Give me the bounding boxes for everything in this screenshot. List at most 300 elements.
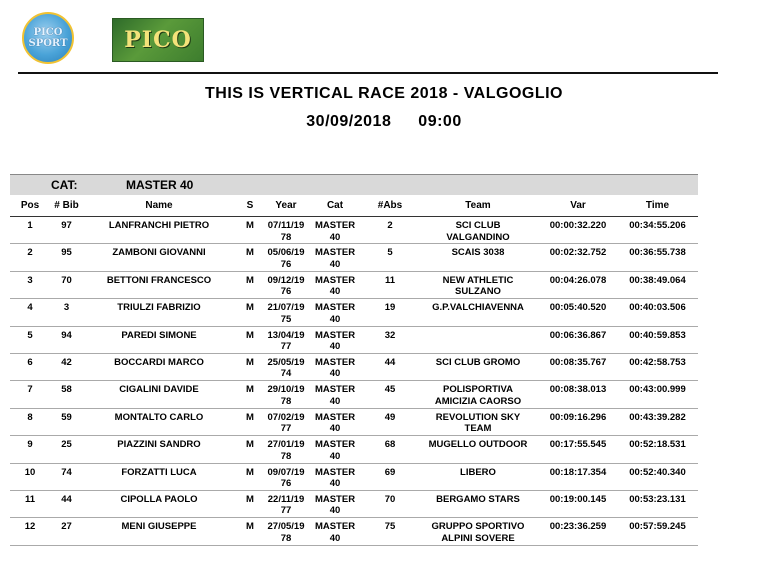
team-cell-line: MUGELLO OUTDOOR — [428, 439, 528, 451]
pos-cell — [10, 353, 50, 380]
name-cell-line: CIPOLLA PAOLO — [120, 493, 198, 505]
cat-cell-line: MASTER — [314, 220, 356, 231]
category-bar — [10, 174, 698, 195]
cat-cell — [307, 271, 363, 298]
year-cell-line: 27/01/19 — [267, 439, 305, 451]
bib-cell-line: 25 — [61, 439, 72, 451]
name-cell — [83, 217, 235, 244]
name-cell-line: ZAMBONI GIOVANNI — [112, 247, 206, 259]
pos-cell — [10, 518, 50, 545]
bib-cell-line: 97 — [61, 220, 72, 231]
year-cell — [265, 353, 307, 380]
pos-cell — [10, 244, 50, 271]
sex-cell — [235, 326, 265, 353]
team-cell-line: GRUPPO SPORTIVO — [431, 521, 525, 533]
name-cell-line: BOCCARDI MARCO — [114, 356, 204, 368]
category-label: CAT: — [51, 178, 78, 192]
var-cell — [539, 490, 617, 517]
table-row — [10, 436, 698, 463]
name-cell — [83, 271, 235, 298]
cat-cell — [307, 518, 363, 545]
logo-text-line1: PICO — [33, 27, 63, 38]
var-cell — [539, 353, 617, 380]
race-date: 30/09/2018 — [306, 113, 392, 130]
bib-cell — [50, 244, 83, 271]
year-cell-line: 07/11/19 — [267, 220, 305, 231]
time-cell-line: 00:57:59.245 — [629, 521, 686, 533]
cat-cell — [307, 244, 363, 271]
abs-cell — [363, 271, 417, 298]
bib-cell-line: 74 — [61, 466, 72, 478]
time-cell-line: 00:52:18.531 — [629, 439, 686, 451]
cat-cell-line: 40 — [329, 423, 341, 435]
pos-cell — [10, 436, 50, 463]
name-cell — [83, 463, 235, 490]
time-cell — [617, 299, 698, 326]
sex-cell-line: M — [246, 439, 254, 451]
sex-cell-line: M — [246, 274, 254, 286]
var-cell — [539, 381, 617, 408]
bib-cell — [50, 436, 83, 463]
cat-cell-line: 40 — [329, 368, 341, 380]
time-cell — [617, 490, 698, 517]
cat-cell-line: 40 — [329, 231, 341, 243]
team-cell-line: AMICIZIA CAORSO — [434, 395, 522, 407]
bib-cell-line: 95 — [61, 247, 72, 259]
sex-cell-line: M — [246, 384, 254, 396]
abs-cell — [363, 490, 417, 517]
name-cell-line: MONTALTO CARLO — [114, 411, 204, 423]
abs-cell-line: 45 — [384, 384, 396, 396]
bib-cell — [50, 408, 83, 435]
team-cell-line: SCI CLUB GROMO — [435, 356, 521, 368]
year-cell — [265, 408, 307, 435]
cat-cell-line: MASTER — [314, 439, 356, 451]
table-row — [10, 353, 698, 380]
var-cell-line: 00:04:26.078 — [549, 274, 607, 286]
year-cell-line: 76 — [280, 286, 292, 298]
bib-cell-line: 70 — [61, 274, 72, 286]
var-cell-line: 00:08:38.013 — [549, 384, 607, 396]
bib-cell-line: 44 — [61, 493, 72, 505]
team-cell — [417, 244, 539, 271]
year-cell-line: 07/02/19 — [267, 411, 305, 423]
time-cell — [617, 408, 698, 435]
abs-cell-line: 70 — [384, 493, 396, 505]
bib-cell-line: 94 — [61, 329, 72, 341]
team-cell — [417, 490, 539, 517]
abs-cell-line: 44 — [384, 356, 396, 368]
pos-cell — [10, 271, 50, 298]
cat-cell-line: MASTER — [314, 411, 356, 423]
team-cell — [417, 518, 539, 545]
name-cell-line: PAREDI SIMONE — [121, 329, 197, 341]
year-cell-line: 77 — [280, 341, 292, 353]
column-header: Name — [83, 195, 235, 217]
team-cell — [417, 408, 539, 435]
var-cell — [539, 518, 617, 545]
time-cell — [617, 217, 698, 244]
pos-cell-line: 4 — [27, 302, 33, 314]
team-cell-line: SCI CLUB — [455, 220, 501, 231]
pos-cell-line: 1 — [27, 220, 33, 231]
pos-cell-line: 7 — [27, 384, 33, 396]
sex-cell — [235, 463, 265, 490]
sex-cell-line: M — [246, 302, 254, 314]
race-datetime — [0, 113, 768, 131]
column-header: #Abs — [363, 195, 417, 217]
team-cell-line: LIBERO — [460, 466, 496, 478]
pos-cell-line: 9 — [27, 439, 33, 451]
year-cell-line: 78 — [280, 231, 292, 243]
time-cell-line: 00:42:58.753 — [629, 356, 686, 368]
time-cell-line: 00:40:59.853 — [629, 329, 686, 341]
name-cell — [83, 381, 235, 408]
sex-cell — [235, 217, 265, 244]
bib-cell — [50, 271, 83, 298]
team-cell — [417, 299, 539, 326]
column-header: Time — [617, 195, 698, 217]
table-row — [10, 463, 698, 490]
cat-cell-line: 40 — [329, 286, 341, 298]
var-cell — [539, 408, 617, 435]
cat-cell-line: MASTER — [314, 247, 356, 259]
abs-cell-line: 32 — [384, 329, 396, 341]
abs-cell-line: 75 — [384, 521, 396, 533]
column-header: Team — [417, 195, 539, 217]
name-cell — [83, 518, 235, 545]
cat-cell-line: MASTER — [314, 493, 356, 505]
year-cell — [265, 490, 307, 517]
team-cell — [417, 463, 539, 490]
year-cell-line: 78 — [280, 450, 292, 462]
sex-cell — [235, 408, 265, 435]
time-cell — [617, 518, 698, 545]
team-cell-line: G.P.VALCHIAVENNA — [432, 302, 524, 314]
team-cell — [417, 353, 539, 380]
abs-cell — [363, 353, 417, 380]
abs-cell — [363, 244, 417, 271]
pos-cell-line: 10 — [24, 466, 36, 478]
results-table — [10, 195, 698, 546]
table-row — [10, 244, 698, 271]
year-cell-line: 27/05/19 — [267, 521, 305, 533]
table-row — [10, 299, 698, 326]
name-cell — [83, 326, 235, 353]
abs-cell — [363, 436, 417, 463]
bib-cell — [50, 217, 83, 244]
time-cell-line: 00:53:23.131 — [629, 493, 686, 505]
column-header: Pos — [10, 195, 50, 217]
year-cell — [265, 299, 307, 326]
time-cell-line: 00:34:55.206 — [629, 220, 686, 231]
column-header: Year — [265, 195, 307, 217]
table-header-row — [10, 195, 698, 217]
time-cell — [617, 244, 698, 271]
abs-cell-line: 11 — [384, 274, 396, 286]
team-cell-line: BERGAMO STARS — [436, 493, 520, 505]
pos-cell-line: 3 — [27, 274, 33, 286]
bib-cell-line: 27 — [61, 521, 72, 533]
var-cell-line: 00:08:35.767 — [549, 356, 607, 368]
name-cell-line: MENI GIUSEPPE — [121, 521, 197, 533]
year-cell-line: 13/04/19 — [267, 329, 305, 341]
bib-cell — [50, 381, 83, 408]
pos-cell-line: 12 — [24, 521, 36, 533]
sex-cell-line: M — [246, 466, 254, 478]
year-cell-line: 77 — [280, 423, 292, 435]
cat-cell-line: MASTER — [314, 466, 356, 478]
sex-cell-line: M — [246, 356, 254, 368]
time-cell — [617, 353, 698, 380]
abs-cell — [363, 518, 417, 545]
year-cell — [265, 217, 307, 244]
race-time: 09:00 — [418, 113, 462, 130]
cat-cell-line: MASTER — [314, 329, 356, 341]
column-header: Var — [539, 195, 617, 217]
time-cell — [617, 436, 698, 463]
var-cell — [539, 463, 617, 490]
var-cell — [539, 244, 617, 271]
table-row — [10, 326, 698, 353]
cat-cell — [307, 408, 363, 435]
team-cell — [417, 217, 539, 244]
var-cell — [539, 326, 617, 353]
abs-cell-line: 2 — [387, 220, 393, 231]
cat-cell-line: MASTER — [314, 384, 356, 396]
cat-cell — [307, 299, 363, 326]
year-cell-line: 22/11/19 — [267, 493, 305, 505]
sex-cell — [235, 381, 265, 408]
pos-cell-line: 2 — [27, 247, 33, 259]
year-cell-line: 25/05/19 — [267, 356, 305, 368]
year-cell-line: 29/10/19 — [267, 384, 305, 396]
time-cell-line: 00:40:03.506 — [629, 302, 686, 314]
abs-cell-line: 19 — [384, 302, 396, 314]
time-cell — [617, 326, 698, 353]
year-cell-line: 74 — [280, 368, 292, 380]
year-cell-line: 05/06/19 — [267, 247, 305, 259]
pos-cell — [10, 326, 50, 353]
name-cell — [83, 490, 235, 517]
cat-cell-line: 40 — [329, 395, 341, 407]
header-divider — [18, 72, 718, 74]
cat-cell-line: 40 — [329, 341, 341, 353]
var-cell-line: 00:09:16.296 — [549, 411, 607, 423]
team-cell — [417, 381, 539, 408]
bib-cell — [50, 490, 83, 517]
name-cell — [83, 244, 235, 271]
cat-cell — [307, 490, 363, 517]
team-cell — [417, 436, 539, 463]
year-cell-line: 77 — [280, 505, 292, 517]
time-cell-line: 00:38:49.064 — [629, 274, 686, 286]
logo-text: PICO — [124, 27, 192, 53]
bib-cell — [50, 353, 83, 380]
team-cell — [417, 326, 539, 353]
pos-cell-line: 8 — [27, 411, 33, 423]
time-cell-line: 00:43:00.999 — [629, 384, 686, 396]
year-cell — [265, 518, 307, 545]
sex-cell — [235, 299, 265, 326]
cat-cell — [307, 436, 363, 463]
bib-cell — [50, 463, 83, 490]
cat-cell-line: MASTER — [314, 356, 356, 368]
team-cell-line: REVOLUTION SKY — [435, 411, 521, 423]
table-row — [10, 490, 698, 517]
page-title: THIS IS VERTICAL RACE 2018 - VALGOGLIO — [204, 85, 563, 102]
time-cell-line: 00:43:39.282 — [629, 411, 686, 423]
bib-cell — [50, 299, 83, 326]
cat-cell — [307, 381, 363, 408]
name-cell-line: CIGALINI DAVIDE — [119, 384, 199, 396]
year-cell — [265, 436, 307, 463]
pos-cell — [10, 217, 50, 244]
bib-cell — [50, 326, 83, 353]
sex-cell-line: M — [246, 220, 254, 231]
cat-cell-line: 40 — [329, 505, 341, 517]
var-cell — [539, 299, 617, 326]
bib-cell-line: 58 — [61, 384, 72, 396]
cat-cell-line: MASTER — [314, 302, 356, 314]
sex-cell-line: M — [246, 329, 254, 341]
year-cell — [265, 271, 307, 298]
bib-cell-line: 42 — [61, 356, 72, 368]
pos-cell-line: 11 — [24, 493, 36, 505]
table-row — [10, 271, 698, 298]
year-cell-line: 21/07/19 — [267, 302, 305, 314]
year-cell — [265, 244, 307, 271]
table-row — [10, 518, 698, 545]
year-cell-line: 75 — [280, 313, 292, 325]
cat-cell-line: 40 — [329, 258, 341, 270]
name-cell — [83, 408, 235, 435]
sex-cell-line: M — [246, 521, 254, 533]
var-cell-line: 00:18:17.354 — [549, 466, 607, 478]
var-cell-line: 00:02:32.752 — [549, 247, 607, 259]
cat-cell — [307, 326, 363, 353]
sex-cell — [235, 436, 265, 463]
name-cell — [83, 353, 235, 380]
team-cell-line: ALPINI SOVERE — [441, 532, 515, 544]
cat-cell — [307, 463, 363, 490]
name-cell — [83, 299, 235, 326]
sex-cell — [235, 271, 265, 298]
cat-cell-line: 40 — [329, 450, 341, 462]
sex-cell-line: M — [246, 247, 254, 259]
name-cell — [83, 436, 235, 463]
sex-cell-line: M — [246, 411, 254, 423]
name-cell-line: BETTONI FRANCESCO — [106, 274, 212, 286]
team-cell-line: NEW ATHLETIC — [442, 274, 514, 286]
year-cell-line: 78 — [280, 532, 292, 544]
table-row — [10, 381, 698, 408]
var-cell-line: 00:00:32.220 — [549, 220, 607, 231]
year-cell — [265, 326, 307, 353]
year-cell-line: 09/12/19 — [267, 274, 305, 286]
pos-cell — [10, 381, 50, 408]
var-cell — [539, 436, 617, 463]
abs-cell-line: 49 — [384, 411, 396, 423]
abs-cell — [363, 408, 417, 435]
year-cell-line: 76 — [280, 258, 292, 270]
abs-cell — [363, 326, 417, 353]
var-cell-line: 00:17:55.545 — [549, 439, 607, 451]
pico-sport-logo — [22, 12, 74, 64]
var-cell-line: 00:23:36.259 — [549, 521, 607, 533]
year-cell-line: 76 — [280, 478, 292, 490]
team-cell — [417, 271, 539, 298]
bib-cell-line: 59 — [61, 411, 72, 423]
abs-cell-line: 68 — [384, 439, 396, 451]
time-cell — [617, 463, 698, 490]
category-value: MASTER 40 — [126, 178, 194, 192]
bib-cell-line: 3 — [63, 302, 70, 314]
var-cell — [539, 217, 617, 244]
pos-cell — [10, 299, 50, 326]
cat-cell — [307, 217, 363, 244]
time-cell — [617, 381, 698, 408]
cat-cell-line: MASTER — [314, 274, 356, 286]
results-table-section — [10, 174, 698, 546]
year-cell — [265, 381, 307, 408]
cat-cell — [307, 353, 363, 380]
table-row — [10, 217, 698, 244]
team-cell-line: VALGANDINO — [446, 231, 510, 243]
abs-cell — [363, 463, 417, 490]
table-row — [10, 408, 698, 435]
cat-cell-line: MASTER — [314, 521, 356, 533]
abs-cell-line: 5 — [387, 247, 393, 259]
pos-cell — [10, 463, 50, 490]
abs-cell — [363, 217, 417, 244]
name-cell-line: TRIULZI FABRIZIO — [117, 302, 201, 314]
var-cell — [539, 271, 617, 298]
year-cell-line: 09/07/19 — [267, 466, 305, 478]
cat-cell-line: 40 — [329, 478, 341, 490]
pos-cell-line: 5 — [27, 329, 33, 341]
var-cell-line: 00:06:36.867 — [549, 329, 607, 341]
time-cell-line: 00:36:55.738 — [629, 247, 686, 259]
sex-cell — [235, 353, 265, 380]
team-cell-line: SCAIS 3038 — [451, 247, 505, 259]
abs-cell — [363, 381, 417, 408]
sex-cell — [235, 518, 265, 545]
year-cell — [265, 463, 307, 490]
abs-cell — [363, 299, 417, 326]
time-cell — [617, 271, 698, 298]
name-cell-line: FORZATTI LUCA — [121, 466, 197, 478]
pico-club-logo — [112, 18, 204, 62]
var-cell-line: 00:19:00.145 — [549, 493, 607, 505]
column-header: Cat — [307, 195, 363, 217]
team-cell-line: POLISPORTIVA — [442, 384, 514, 396]
cat-cell-line: 40 — [329, 532, 341, 544]
sex-cell-line: M — [246, 493, 254, 505]
pos-cell-line: 6 — [27, 356, 33, 368]
abs-cell-line: 69 — [384, 466, 396, 478]
pos-cell — [10, 408, 50, 435]
name-cell-line: PIAZZINI SANDRO — [117, 439, 201, 451]
pos-cell — [10, 490, 50, 517]
year-cell-line: 78 — [280, 395, 292, 407]
sex-cell — [235, 244, 265, 271]
time-cell-line: 00:52:40.340 — [629, 466, 686, 478]
sex-cell — [235, 490, 265, 517]
cat-cell-line: 40 — [329, 313, 341, 325]
team-cell-line: SULZANO — [455, 286, 501, 298]
column-header: # Bib — [50, 195, 83, 217]
